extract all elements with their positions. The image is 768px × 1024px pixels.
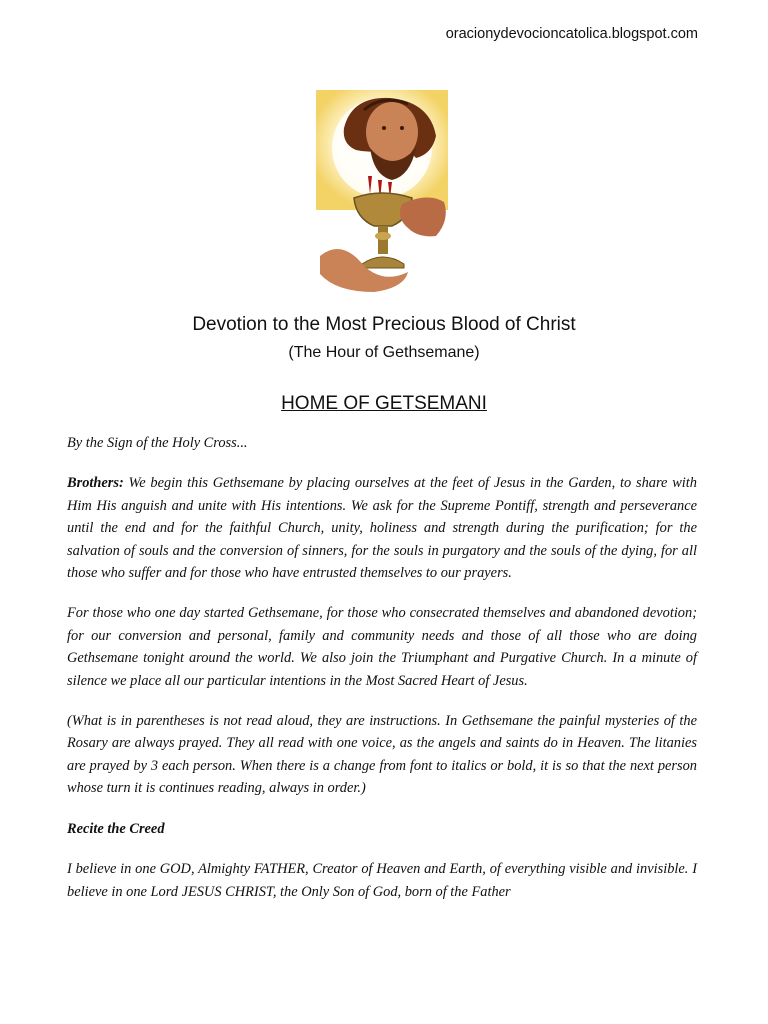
paragraph-creed: I believe in one GOD, Almighty FATHER, Creator of Heaven and Earth, of everything visible and invisible. I believe in one Lord JESUS CHRIST, the Only Son of God, born of the Father — [67, 861, 697, 900]
section-heading: HOME OF GETSEMANI — [281, 393, 487, 414]
paragraph-instructions: (What is in parentheses is not read aloud, they are instructions. In Gethsemane the painful mysteries of the Rosary are always prayed. They all read with one voice, as the angels and saints do in Heaven. The litanies are prayed by 3 each person. When there is a change from font to italics or bold, it is so that the next person whose turn it is continues reading, always in order.) — [67, 713, 697, 797]
brothers-text: We begin this Gethsemane by placing ourselves at the feet of Jesus in the Garden, to share with Him His anguish and unite with His intentions. We ask for the Supreme Pontiff, strength and perseverance until the end and for the faithful Church, unity, holiness and strength during the purification; for the salvation of souls and the conversion of sinners, for the souls in purgatory and the souls of the dying, for all those who suffer and for those who have entrusted themselves to our prayers. — [67, 475, 697, 582]
paragraph-those-started: For those who one day started Gethsemane, for those who consecrated themselves and abandoned devotion; for our conversion and personal, family and community needs and those of all those who are doing Gethsemane tonight around the world. We also join the Triumphant and Purgative Church. In a minute of silence we place all our particular intentions in the Most Sacred Heart of Jesus. — [67, 605, 697, 689]
recite-creed-label: Recite the Creed — [67, 820, 165, 837]
brothers-label: Brothers: — [67, 475, 124, 492]
chalice-with-face-of-christ-icon — [312, 88, 452, 298]
document-subtitle: (The Hour of Gethsemane) — [288, 344, 480, 361]
paragraph-recite-creed — [67, 818, 697, 840]
site-url: oracionydevocioncatolica.blogspot.com — [445, 26, 698, 42]
paragraph-brothers — [67, 472, 697, 584]
paragraph-sign-of-cross: By the Sign of the Holy Cross... — [67, 435, 248, 451]
document-title: Devotion to the Most Precious Blood of Christ — [192, 314, 576, 335]
document-body — [67, 432, 697, 921]
